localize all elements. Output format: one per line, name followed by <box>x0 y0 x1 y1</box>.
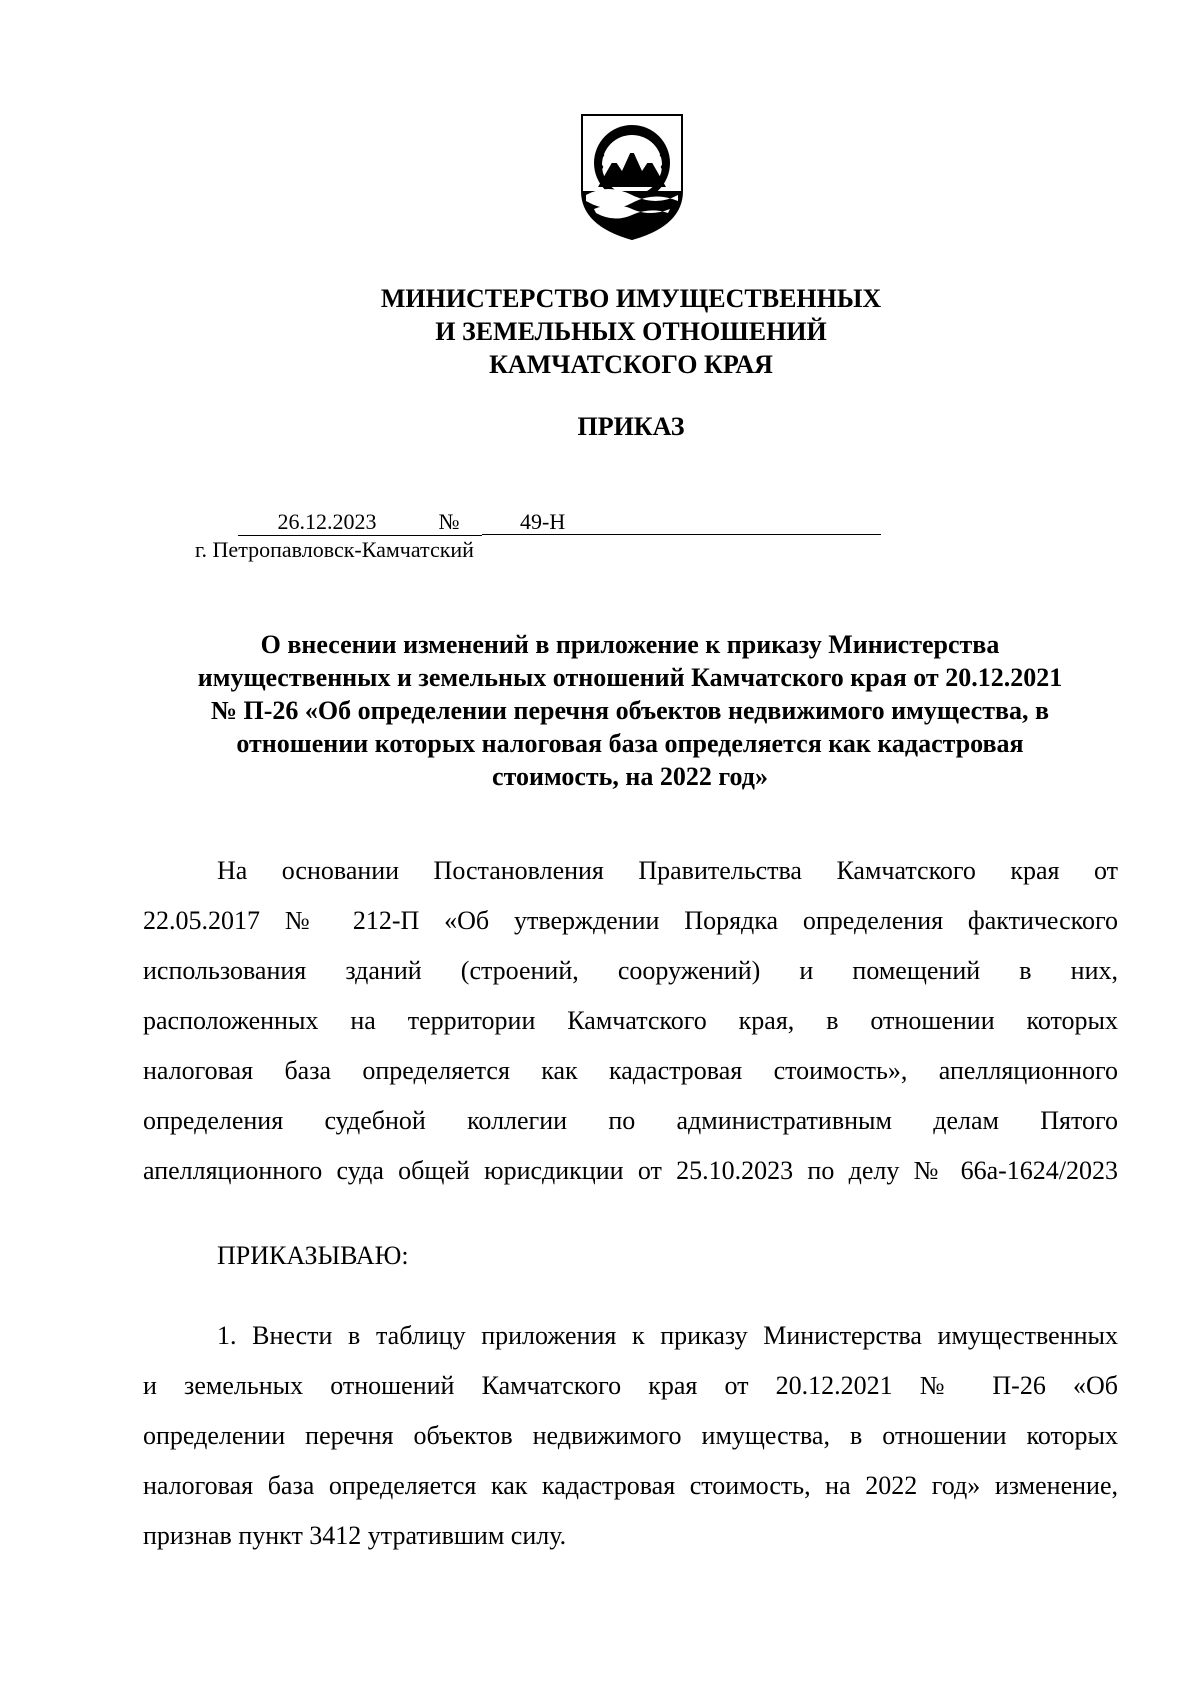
paragraph-line: и земельных отношений Камчатского края от 20.12.2021 № П-26 «Об <box>143 1371 1118 1400</box>
order-word: ПРИКАЗЫВАЮ: <box>217 1241 409 1270</box>
subject-line: № П-26 «Об определении перечня объектов недвижимого имущества, в <box>210 696 1050 725</box>
document-subject <box>140 628 1120 793</box>
kamchatka-coat-of-arms-icon <box>580 113 684 241</box>
item-1-paragraph <box>143 1311 1118 1561</box>
paragraph-line: расположенных на территории Камчатского края, в отношении которых <box>143 1006 1118 1035</box>
paragraph-line: использования зданий (строений, сооружений) и помещений в них, <box>143 956 1118 985</box>
subject-line: имущественных и земельных отношений Камчатского края от 20.12.2021 <box>197 663 1063 692</box>
ministry-line: И ЗЕМЕЛЬНЫХ ОТНОШЕНИЙ <box>435 317 827 346</box>
paragraph-line: 22.05.2017 № 212-П «Об утверждении Порядка определения фактического <box>143 906 1118 935</box>
paragraph-line: признав пункт 3412 утратившим силу. <box>143 1521 567 1550</box>
paragraph-line: налоговая база определяется как кадастровая стоимость», апелляционного <box>143 1056 1118 1085</box>
basis-paragraph <box>143 846 1118 1196</box>
paragraph-line: апелляционного суда общей юрисдикции от 25.10.2023 по делу № 66а-1624/2023 <box>143 1156 1118 1185</box>
subject-line: стоимость, на 2022 год» <box>492 762 768 791</box>
subject-line: отношении которых налоговая база определяется как кадастровая <box>236 729 1024 758</box>
paragraph-line: налоговая база определяется как кадастровая стоимость, на 2022 год» изменение, <box>143 1471 1118 1500</box>
document-type: ПРИКАЗ <box>577 412 685 441</box>
paragraph-line: На основании Постановления Правительства Камчатского края от <box>217 856 1118 885</box>
subject-line: О внесении изменений в приложение к приказу Министерства <box>260 630 1000 659</box>
document-number: 49-Н <box>482 508 881 535</box>
city-name: г. Петропавловск-Камчатский <box>195 537 474 562</box>
paragraph-line: определении перечня объектов недвижимого имущества, в отношении которых <box>143 1421 1118 1450</box>
paragraph-line: 1. Внести в таблицу приложения к приказу Министерства имущественных <box>217 1321 1118 1350</box>
number-sign: № <box>416 508 482 536</box>
ministry-line: КАМЧАТСКОГО КРАЯ <box>489 350 773 379</box>
ministry-name <box>0 282 1200 381</box>
document-date: 26.12.2023 <box>238 508 416 536</box>
ministry-line: МИНИСТЕРСТВО ИМУЩЕСТВЕННЫХ <box>380 284 882 313</box>
paragraph-line: определения судебной коллегии по административным делам Пятого <box>143 1106 1118 1135</box>
